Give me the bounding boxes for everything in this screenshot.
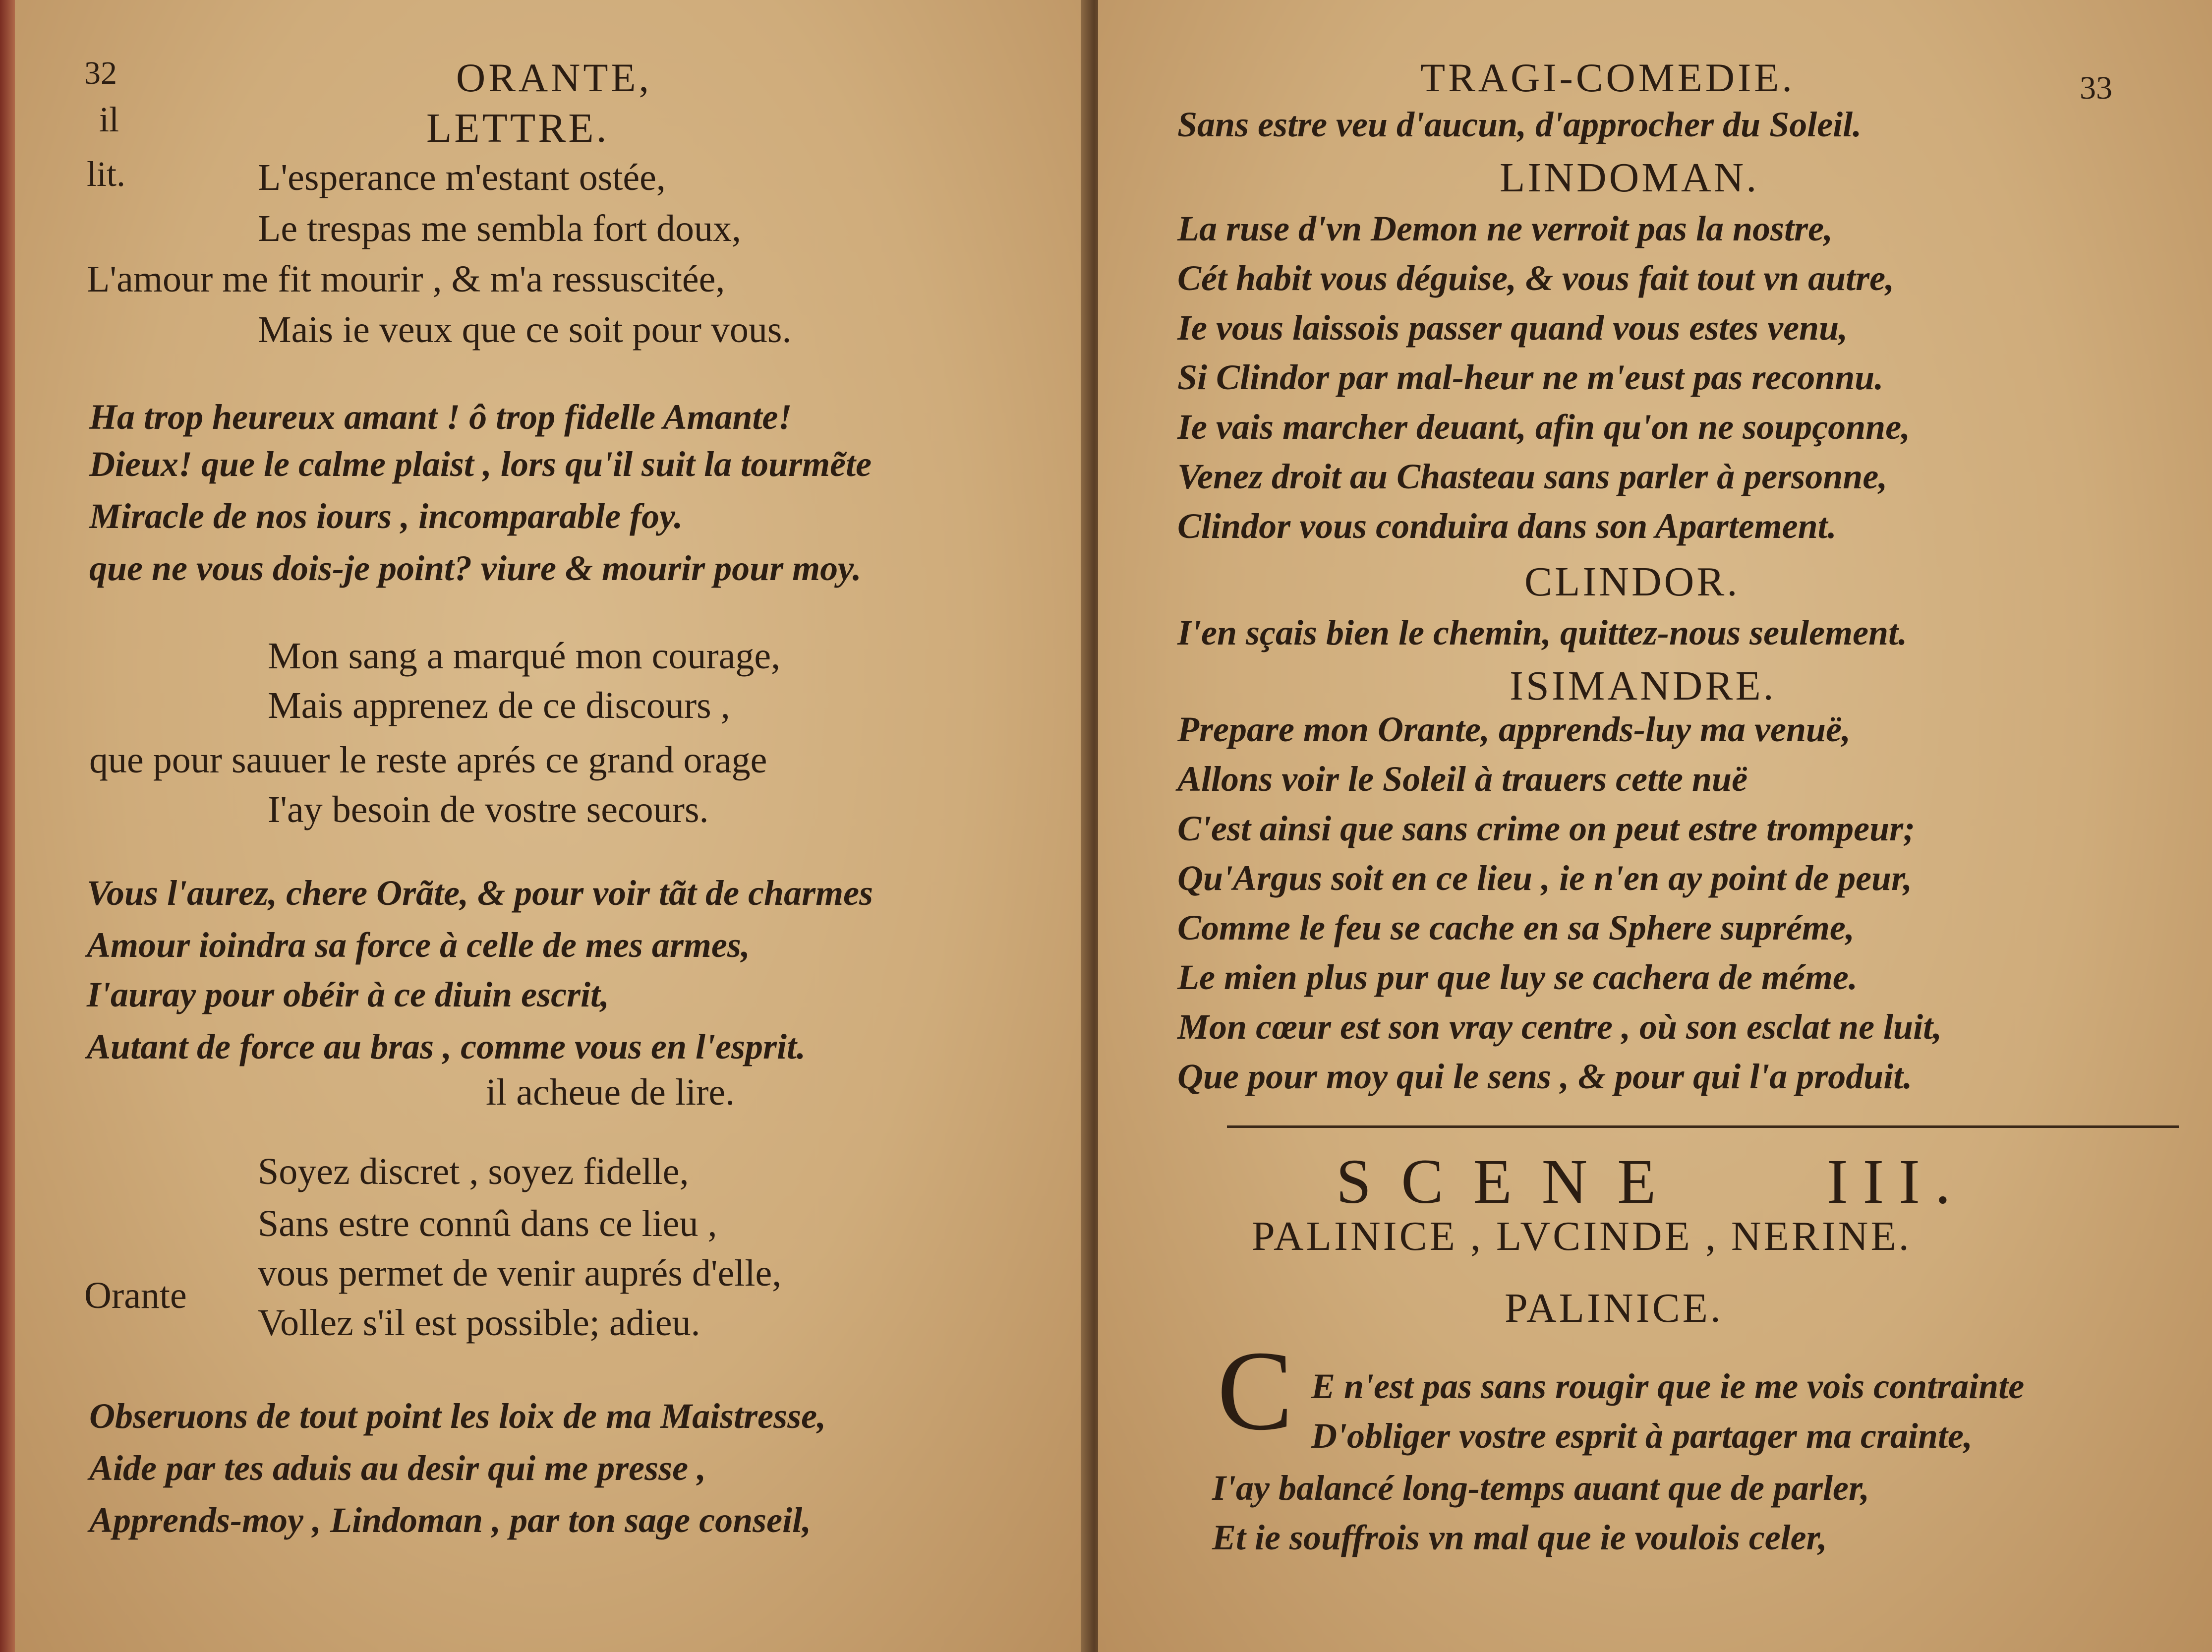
letter-line: vous permet de venir auprés d'elle, <box>258 1252 782 1294</box>
letter-line: Le trespas me sembla fort doux, <box>258 208 742 249</box>
verse-line: Ie vais marcher deuant, afin qu'on ne soupçonne, <box>1177 407 1911 447</box>
scene-rule <box>1227 1125 2179 1128</box>
left-page <box>0 0 1093 1652</box>
scene-number: III. <box>1827 1146 1966 1217</box>
letter-line: Mais apprenez de ce discours , <box>268 685 730 726</box>
verse-line: Apprends-moy , Lindoman , par ton sage conseil, <box>89 1500 812 1540</box>
verse-line: Prepare mon Orante, apprends-luy ma venuë, <box>1177 709 1851 749</box>
verse-line: Que pour moy qui le sens , & pour qui l'a produit. <box>1177 1057 1913 1096</box>
letter-line: Mais ie veux que ce soit pour vous. <box>258 309 792 351</box>
speaker-palinice: PALINICE. <box>1505 1285 1723 1331</box>
verse-line: La ruse d'vn Demon ne verroit pas la nostre, <box>1177 209 1833 248</box>
letter-line: Vollez s'il est possible; adieu. <box>258 1302 700 1344</box>
verse-line: Amour ioindra sa force à celle de mes armes, <box>87 925 750 965</box>
verse-line: Venez droit au Chasteau sans parler à personne, <box>1177 457 1888 496</box>
letter-line: Sans estre connû dans ce lieu , <box>258 1203 717 1244</box>
letter-line: que pour sauuer le reste aprés ce grand orage <box>89 739 767 781</box>
verse-line: Et ie souffrois vn mal que ie voulois celer, <box>1212 1518 1827 1557</box>
verse-line: Dieux! que le calme plaist , lors qu'il suit la tourmẽte <box>89 444 872 484</box>
verse-line: Obseruons de tout point les loix de ma Maistresse, <box>89 1396 826 1436</box>
verse-line: Allons voir le Soleil à trauers cette nuë <box>1177 759 1748 799</box>
speaker-lindoman: LINDOMAN. <box>1500 155 1759 201</box>
stage-direction: il acheue de lire. <box>486 1071 735 1113</box>
letter-line: L'esperance m'estant ostée, <box>258 157 666 198</box>
letter-line: L'amour me fit mourir , & m'a ressuscitée, <box>87 258 725 300</box>
verse-line: Mon cœur est son vray centre , où son esclat ne luit, <box>1177 1007 1942 1047</box>
margin-note-il: il <box>99 100 119 139</box>
verse-line: Sans estre veu d'aucun, d'approcher du Soleil. <box>1177 105 1862 144</box>
verse-line: Ha trop heureux amant ! ô trop fidelle Amante! <box>89 397 792 437</box>
letter-line: I'ay besoin de vostre secours. <box>268 789 709 830</box>
verse-line: Ie vous laissois passer quand vous estes venu, <box>1177 308 1848 348</box>
verse-line: I'en sçais bien le chemin, quittez-nous seulement. <box>1177 613 1908 652</box>
margin-note-lit: lit. <box>87 154 126 194</box>
verse-line: Le mien plus pur que luy se cachera de méme. <box>1177 957 1858 997</box>
speaker-isimandre: ISIMANDRE. <box>1510 663 1776 709</box>
page-number-left: 32 <box>84 55 117 91</box>
verse-line: que ne vous dois-je point? viure & mourir pour moy. <box>89 548 862 588</box>
verse-line: Comme le feu se cache en sa Sphere supréme, <box>1177 908 1855 947</box>
verse-line: E n'est pas sans rougir que ie me vois contrainte <box>1311 1366 2025 1406</box>
letter-heading: LETTRE. <box>426 105 609 151</box>
verse-line: Autant de force au bras , comme vous en l'esprit. <box>87 1027 806 1066</box>
scene-cast: PALINICE , LVCINDE , NERINE. <box>1252 1213 1912 1259</box>
book-edge <box>0 0 15 1652</box>
letter-line: Mon sang a marqué mon courage, <box>268 635 781 677</box>
verse-line: Clindor vous conduira dans son Apartement. <box>1177 506 1837 546</box>
scene-title: SCENE <box>1336 1146 1686 1217</box>
verse-line: Miracle de nos iours , incomparable foy. <box>89 496 683 536</box>
verse-line: I'ay balancé long-temps auant que de parler, <box>1212 1468 1870 1508</box>
verse-line: Vous l'aurez, chere Orãte, & pour voir tãt de charmes <box>87 873 873 913</box>
verse-line: Aide par tes aduis au desir qui me presse , <box>89 1448 706 1488</box>
verse-line: I'auray pour obéir à ce diuin escrit, <box>87 975 610 1014</box>
verse-line: Qu'Argus soit en ce lieu , ie n'en ay point de peur, <box>1177 858 1913 898</box>
verse-line: Si Clindor par mal-heur ne m'eust pas reconnu. <box>1177 357 1884 397</box>
running-head-left: ORANTE, <box>456 55 652 100</box>
verse-line: D'obliger vostre esprit à partager ma crainte, <box>1311 1416 1973 1456</box>
speaker-clindor: CLINDOR. <box>1524 559 1740 605</box>
drop-cap: C <box>1217 1327 1293 1454</box>
page-number-right: 33 <box>2080 70 2112 106</box>
signature-margin: Orante <box>84 1275 187 1316</box>
running-head-right: TRAGI-COMEDIE. <box>1420 55 1795 100</box>
verse-line: C'est ainsi que sans crime on peut estre trompeur; <box>1177 809 1916 848</box>
verse-line: Cét habit vous déguise, & vous fait tout vn autre, <box>1177 258 1895 298</box>
letter-line: Soyez discret , soyez fidelle, <box>258 1151 689 1192</box>
right-page <box>1098 0 2212 1652</box>
